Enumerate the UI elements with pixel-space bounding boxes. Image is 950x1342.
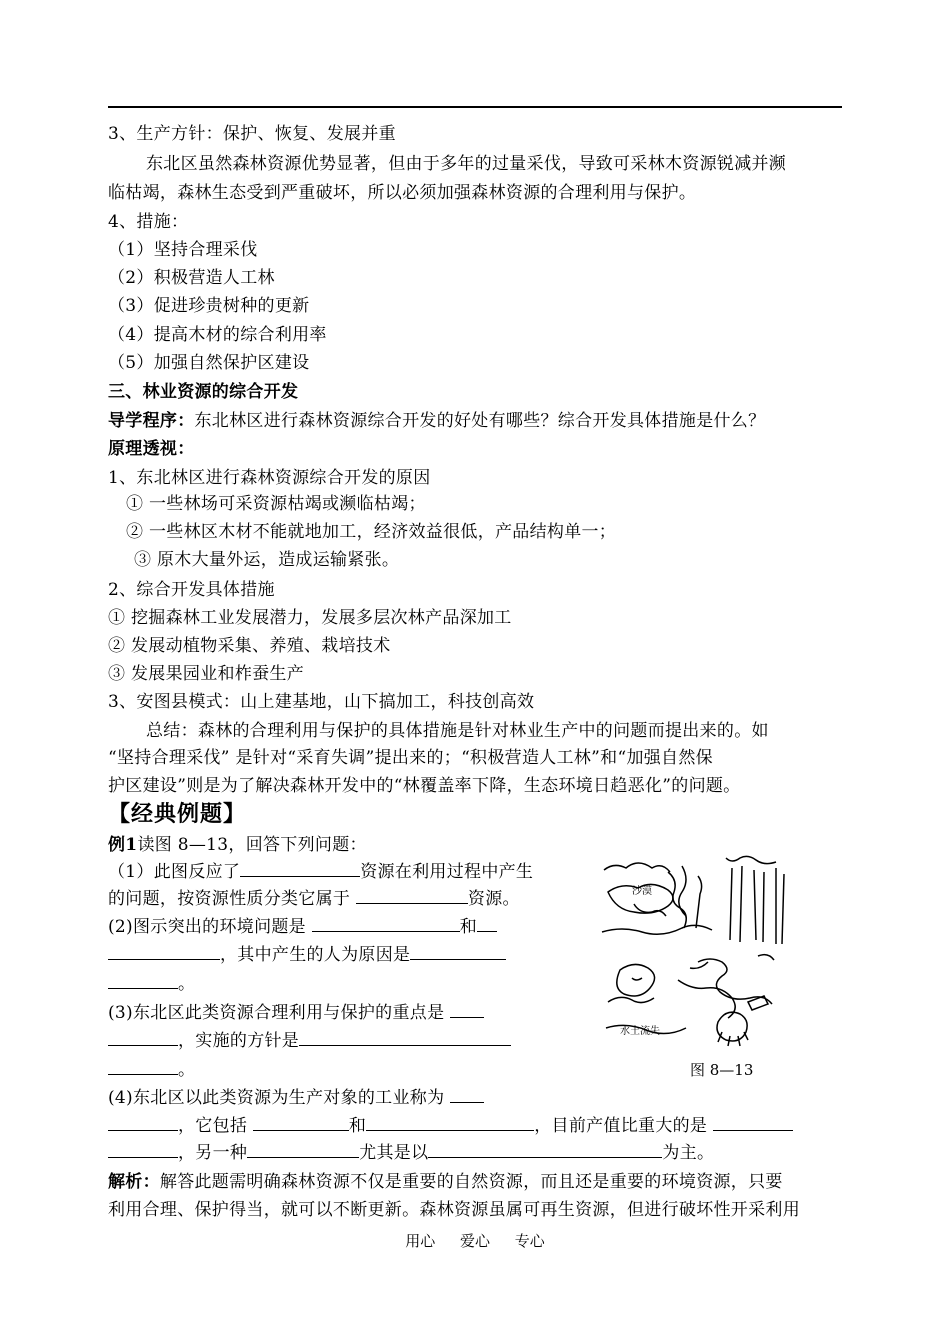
principle-label: 原理透视：	[108, 439, 195, 459]
q2-text-c: ，其中产生的人为原因是	[220, 945, 411, 965]
measure-item-4: （4）提高木材的综合利用率	[108, 325, 327, 345]
q4-blank-5[interactable]	[247, 1140, 359, 1158]
footer-item-1: 用心	[405, 1232, 436, 1250]
q3-blank-1a[interactable]	[450, 1000, 484, 1018]
footer-item-2: 爱心	[459, 1232, 490, 1250]
reason-item-2: ② 一些林区木材不能就地加工，经济效益很低，产品结构单一；	[126, 522, 617, 542]
q3-blank-1b[interactable]	[108, 1028, 178, 1046]
question-1-line-1	[108, 859, 533, 884]
summary-line-2: “坚持合理采伐” 是针对“采育失调”提出来的；“积极营造人工林”和“加强自然保	[108, 748, 713, 768]
q2-blank-3a[interactable]	[410, 942, 506, 960]
q4-text-b: ，它包括	[178, 1116, 253, 1136]
question-2-line-3	[108, 971, 195, 996]
question-2-line-2	[108, 942, 506, 967]
q3-blank-2b[interactable]	[108, 1057, 178, 1075]
analysis-line-2: 利用合理、保护得当，就可以不断更新。森林资源虽属可再生资源，但进行破坏性开采利用	[108, 1200, 800, 1220]
q3-text-c: 。	[178, 1060, 196, 1080]
section-3-paragraph-line-1: 东北区虽然森林资源优势显著，但由于多年的过量采伐，导致可采林木资源锐减并濒	[146, 154, 787, 174]
q3-text-b: ，实施的方针是	[178, 1031, 300, 1051]
q2-text-a: (2)图示突出的环境问题是	[108, 917, 312, 937]
q4-text-a: (4)东北区以此类资源为生产对象的工业称为	[108, 1088, 451, 1108]
q4-blank-3[interactable]	[366, 1113, 534, 1131]
q4-text-f: 尤其是以	[359, 1143, 429, 1163]
classic-examples-title: 【经典例题】	[108, 801, 247, 827]
section-3-heading: 3、生产方针：保护、恢复、发展并重	[108, 124, 396, 144]
page-footer	[0, 1230, 950, 1251]
summary-line-3: 护区建设”则是为了解决森林开发中的“林覆盖率下降，生态环境日趋恶化”的问题。	[108, 776, 741, 796]
measure-item-5: （5）加强自然保护区建设	[108, 353, 310, 373]
reason-heading: 1、东北林区进行森林资源综合开发的原因	[108, 468, 431, 488]
q2-text-d: 。	[178, 974, 196, 994]
q1-text-b: 资源在利用过程中产生	[360, 862, 534, 882]
q1-text-d: 资源。	[467, 889, 520, 909]
header-rule	[108, 106, 842, 108]
q2-blank-3b[interactable]	[108, 971, 178, 989]
section-4-heading: 4、措施：	[108, 212, 189, 232]
q4-blank-4[interactable]	[713, 1113, 793, 1131]
footer-item-3: 专心	[514, 1232, 545, 1250]
q4-text-g: 为主。	[662, 1143, 715, 1163]
q4-text-e: ，另一种	[178, 1143, 248, 1163]
figure-label-erosion: 水土流失	[620, 1026, 660, 1037]
example-1-label: 例1	[108, 835, 138, 855]
q4-blank-6[interactable]	[428, 1140, 662, 1158]
reason-item-3: ③ 原木大量外运，造成运输紧张。	[134, 550, 400, 570]
q1-text-c: 的问题，按资源性质分类它属于	[108, 889, 356, 909]
question-3-line-2	[108, 1028, 511, 1053]
q4-blank-1b[interactable]	[108, 1113, 178, 1131]
dev-measure-3: ③ 发展果园业和柞蚕生产	[108, 664, 305, 684]
q2-text-b: 和	[459, 917, 477, 937]
analysis-text-1: 解答此题需明确森林资源不仅是重要的自然资源，而且还是重要的环境资源，只要	[159, 1172, 783, 1192]
example-1-text: 读图 8—13，回答下列问题：	[137, 835, 367, 855]
example-1-intro	[108, 833, 367, 857]
question-1-line-2	[108, 886, 520, 911]
part-3-title: 三、林业资源的综合开发	[108, 382, 299, 402]
q2-blank-2b[interactable]	[108, 942, 220, 960]
measure-item-1: （1）坚持合理采伐	[108, 240, 258, 260]
question-2-line-1	[108, 914, 497, 939]
q4-blank-2[interactable]	[253, 1113, 349, 1131]
q3-text-a: (3)东北区此类资源合理利用与保护的重点是	[108, 1003, 451, 1023]
question-3-line-1	[108, 1000, 484, 1025]
summary-line-1: 总结：森林的合理利用与保护的具体措施是针对林业生产中的问题而提出来的。如	[146, 721, 769, 741]
q1-text-a: （1）此图反应了	[108, 862, 241, 882]
antu-model: 3、安图县模式：山上建基地，山下搞加工，科技创高效	[108, 692, 535, 712]
figure-caption: 图 8—13	[690, 1061, 754, 1079]
q1-blank-1[interactable]	[240, 859, 360, 877]
figure-label-desert: 沙漠	[632, 886, 652, 897]
analysis-line-1	[108, 1170, 783, 1194]
q2-blank-1[interactable]	[312, 914, 460, 932]
question-4-line-2	[108, 1113, 793, 1138]
guide-label: 导学程序：	[108, 411, 195, 431]
q4-blank-1a[interactable]	[450, 1085, 484, 1103]
guide-text: 东北林区进行森林资源综合开发的好处有哪些？综合开发具体措施是什么？	[194, 411, 766, 431]
measure-item-2: （2）积极营造人工林	[108, 268, 275, 288]
q4-text-c: 和	[348, 1116, 367, 1136]
section-3-paragraph-line-2: 临枯竭，森林生态受到严重破坏，所以必须加强森林资源的合理利用与保护。	[108, 183, 697, 203]
q2-blank-2a[interactable]	[477, 914, 497, 932]
reason-item-1: ① 一些林场可采资源枯竭或濒临枯竭；	[126, 494, 426, 514]
measure-heading: 2、综合开发具体措施	[108, 580, 275, 600]
question-3-line-3	[108, 1057, 195, 1082]
figure-8-13-illustration	[598, 852, 788, 1052]
question-4-line-1	[108, 1085, 484, 1110]
q4-blank-4b[interactable]	[108, 1140, 178, 1158]
q1-blank-2[interactable]	[356, 886, 468, 904]
q4-text-d: ，目前产值比重大的是	[534, 1116, 713, 1136]
q3-blank-2a[interactable]	[299, 1028, 511, 1046]
guide-line	[108, 409, 765, 433]
measure-item-3: （3）促进珍贵树种的更新	[108, 296, 310, 316]
dev-measure-1: ① 挖掘森林工业发展潜力，发展多层次林产品深加工	[108, 608, 512, 628]
analysis-label: 解析：	[108, 1172, 160, 1192]
dev-measure-2: ② 发展动植物采集、养殖、栽培技术	[108, 636, 391, 656]
question-4-line-3	[108, 1140, 714, 1165]
